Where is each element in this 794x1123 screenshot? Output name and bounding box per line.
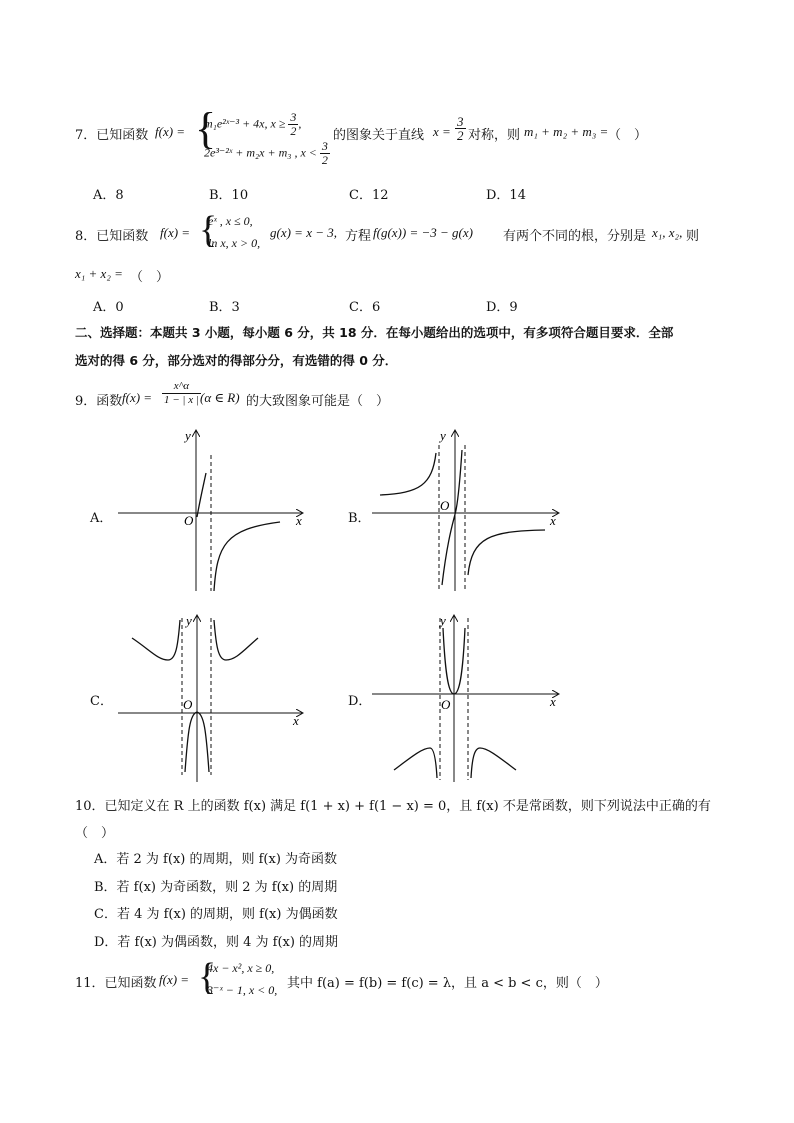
graph-a <box>110 425 310 595</box>
graph-b-x-label: x <box>550 513 556 528</box>
q8-g: g(x) = x − 3, <box>270 225 337 240</box>
q7-line-frac-num: 3 <box>457 114 464 129</box>
q10-option-b: B．若 f(x) 为奇函数，则 2 为 f(x) 的周期 <box>94 880 338 895</box>
q8-prefix: 8．已知函数 <box>75 229 149 244</box>
graph-a-curve-right <box>214 522 280 591</box>
q10-stem: 10．已知定义在 R 上的函数 f(x) 满足 f(1 + x) + f(1 − x) = 0，且 f(x) 不是常函数，则下列说法中正确的有 <box>75 799 711 814</box>
graph-d-x-label: x <box>550 694 556 709</box>
graph-b-curve-middle <box>442 450 462 585</box>
q7-case1-frac-den: 2 <box>290 124 297 138</box>
graph-c-x-label: x <box>293 713 299 728</box>
q7-line-frac-den: 2 <box>457 128 464 143</box>
q8-eq-label: 方程 <box>345 229 372 244</box>
q7-line-frac <box>455 115 466 142</box>
graph-b <box>370 425 570 595</box>
q10-paren: （ ） <box>75 826 115 841</box>
graph-a-origin-label: O <box>184 513 194 528</box>
q11-case2: 3⁻ˣ − 1, x < 0, <box>207 983 278 997</box>
q7-case1 <box>204 111 301 138</box>
q10-option-c: C．若 4 为 f(x) 的周期，则 f(x) 为偶函数 <box>94 907 338 922</box>
q8-then: 则 <box>686 229 700 244</box>
q8-roots: x₁, x₂, <box>652 225 683 240</box>
q7-case1-expr: m₁e²ˣ⁻³ + 4x, x ≥ <box>204 116 286 131</box>
q7-fname: f(x) = <box>155 124 186 139</box>
graph-b-curve-far-left <box>380 453 436 495</box>
q7-paren: （ ） <box>608 128 648 143</box>
q11-brace: { <box>198 956 217 998</box>
q7-option-b: B．10 <box>209 188 249 203</box>
graph-a-x-label: x <box>296 513 302 528</box>
q7-case1-frac <box>288 111 298 138</box>
section-2-line1: 二、选择题：本题共 3 小题，每小题 6 分，共 18 分．在每小题给出的选项中，有多项符合题目要求．全部 <box>75 325 674 340</box>
q8-suffix: 有两个不同的根，分别是 <box>503 229 647 244</box>
graph-c-curve-left <box>132 620 180 660</box>
graph-d-label: D． <box>348 694 372 709</box>
q7-case2 <box>204 140 330 167</box>
q9-fname: f(x) = <box>122 390 153 405</box>
q7-prefix: 7．已知函数 <box>75 128 149 143</box>
q7-option-d: D．14 <box>486 188 526 203</box>
q9-suffix: 的大致图象可能是（ ） <box>246 394 390 409</box>
q8-option-c: C．6 <box>349 300 381 315</box>
q7-option-a: A．8 <box>93 188 124 203</box>
q7-case2-expr: 2e³⁻²ˣ + m₂x + m₃ , x < <box>204 145 317 160</box>
q7-option-c: C．12 <box>349 188 389 203</box>
q8-case2: ln x, x > 0, <box>208 236 261 250</box>
q11-suffix: 其中 f(a) = f(b) = f(c) = λ，且 a < b < c，则（ ） <box>287 976 608 991</box>
q7-case1-tail: , <box>298 116 302 131</box>
q11-prefix: 11．已知函数 <box>75 976 157 991</box>
graph-b-curve-right <box>468 530 545 575</box>
q9-frac-den: 1 − | x | <box>164 394 199 406</box>
q8-paren: （ ） <box>130 270 170 285</box>
graph-b-y-label: y <box>440 428 446 443</box>
q8-brace: { <box>199 209 218 251</box>
graph-b-label: B． <box>348 511 371 526</box>
q7-suffix: 对称，则 <box>468 128 521 143</box>
q8-eq: f(g(x)) = −3 − g(x) <box>373 225 473 240</box>
q9-cond: (α ∈ R) <box>200 390 240 405</box>
q7-case2-frac <box>320 140 330 167</box>
q7-case1-frac-num: 3 <box>290 110 297 124</box>
q10-option-d: D．若 f(x) 为偶函数，则 4 为 f(x) 的周期 <box>94 935 339 950</box>
graph-d-origin-label: O <box>441 697 451 712</box>
q11-case1: 4x − x², x ≥ 0, <box>207 961 275 975</box>
q9-prefix: 9．函数 <box>75 394 123 409</box>
q8-option-a: A．0 <box>93 300 124 315</box>
graph-c-label: C． <box>90 694 113 709</box>
graph-a-label: A． <box>90 511 113 526</box>
q8-line2: x₁ + x₂ = <box>75 266 123 281</box>
q9-frac <box>162 380 201 407</box>
q8-option-d: D．9 <box>486 300 518 315</box>
q8-option-b: B．3 <box>209 300 240 315</box>
q7-case2-frac-num: 3 <box>321 139 328 153</box>
graph-d-curve-left <box>394 748 437 778</box>
graph-c-y-label: y <box>186 613 192 628</box>
q7-mid: 的图象关于直线 <box>333 128 425 143</box>
graph-a-curve-left <box>197 473 206 517</box>
graph-c <box>110 610 310 785</box>
q7-case2-frac-den: 2 <box>321 153 328 167</box>
graph-b-origin-label: O <box>440 498 450 513</box>
graph-d-curve-right <box>471 748 516 778</box>
q11-fname: f(x) = <box>159 972 190 987</box>
q10-option-a: A．若 2 为 f(x) 的周期，则 f(x) 为奇函数 <box>94 852 338 867</box>
graph-d <box>370 610 570 785</box>
q7-sum: m₁ + m₂ + m₃ = <box>524 124 609 139</box>
q7-brace: { <box>195 104 217 153</box>
section-2-line2: 选对的得 6 分，部分选对的得部分分，有选错的得 0 分． <box>75 353 398 368</box>
q8-case1: eˣ , x ≤ 0, <box>208 214 253 228</box>
q8-fname: f(x) = <box>160 225 191 240</box>
q9-frac-num: x^α <box>162 380 201 394</box>
graph-c-curve-right <box>214 620 258 660</box>
graph-c-origin-label: O <box>183 697 193 712</box>
q7-line-x: x = <box>433 124 451 139</box>
graph-d-y-label: y <box>440 613 446 628</box>
graph-a-y-label: y <box>185 428 191 443</box>
